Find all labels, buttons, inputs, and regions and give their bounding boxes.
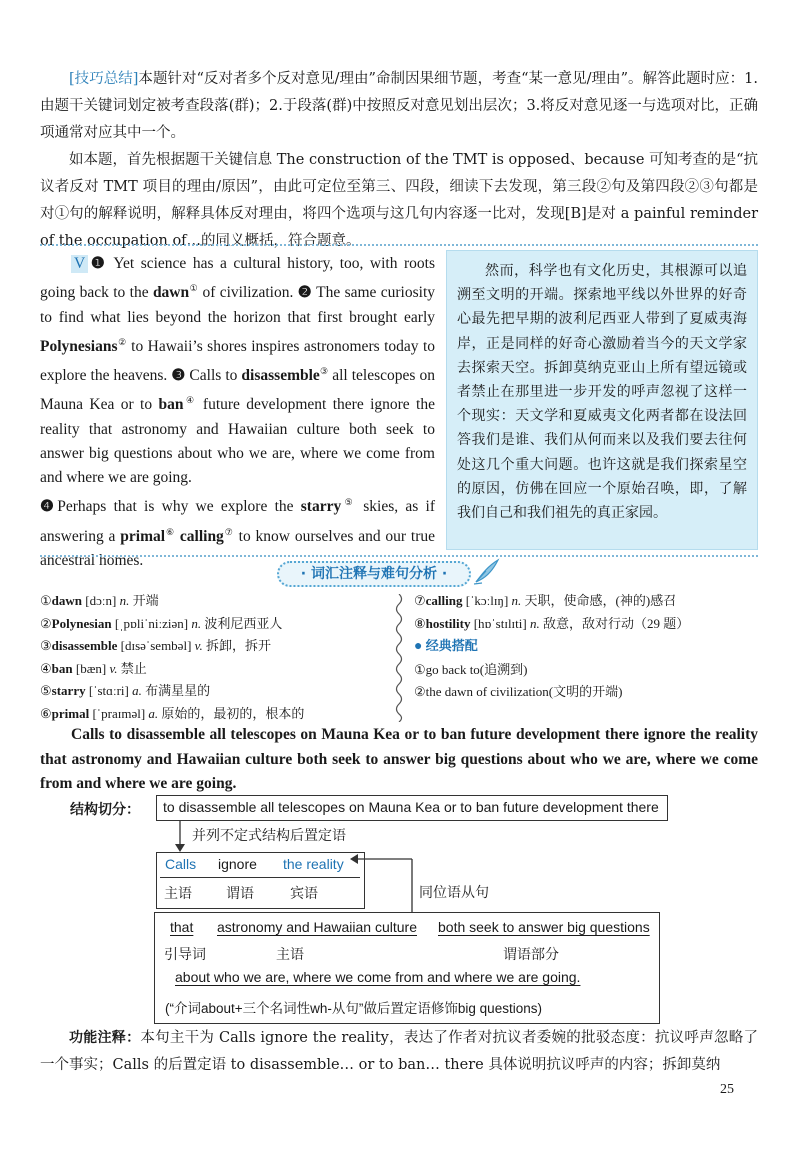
function-note: 功能注释：本句主干为 Calls ignore the reality，表达了作者对抗议者委婉的批驳态度：抗议呼声忽略了一个事实；Calls 的后置定语 to disassemble… or to ban… there 具体说明抗议呼声的内容；拆卸莫纳 <box>40 1030 759 1073</box>
page-number: 25 <box>720 1082 734 1097</box>
word-ignore: ignore <box>218 856 257 872</box>
label-guide: 引导词 <box>164 947 206 963</box>
word-that: that <box>170 919 194 935</box>
label-appositive: 同位语从句 <box>419 885 489 901</box>
about-phrase: about who we are, where we come from and where we are going. <box>175 969 581 985</box>
vocab-word: Polynesians <box>40 337 118 355</box>
label-subject: 主语 <box>164 886 192 902</box>
infinitive-phrase: to disassemble all telescopes on Mauna Kea or to ban future development there <box>163 799 659 815</box>
collocation-item: ②the dawn of civilization(文明的开端) <box>414 684 623 699</box>
vocab-word: primal <box>120 527 166 545</box>
vocab-item: ⑦calling [ˈkɔːlɪŋ] n. 天职，使命感，(神的)感召 <box>414 593 677 608</box>
translation-text: 然而，科学也有文化历史，其根源可以追溯至文明的开端。探索地平线以外世界的好奇心最先把早期的波利尼西亚人带到了夏威夷海岸，正是同样的好奇心激励着当今的天文学家去探索天空。拆卸莫纳克亚山上所有望远镜或者禁止在那里进一步开发的呼声忽视了这样一个现实：天文学和夏威夷文化两者都在设法回答我们是谁、我们从何而来以及我们要去往何处这几个重大问题。也许这就是我们探索星空的原因，仿佛在回应一个原始召唤，即，了解我们自己和我们祖先的真正家园。 <box>457 263 747 522</box>
vocab-item: ⑤starry [ˈstɑːri] a. 布满星星的 <box>40 683 211 698</box>
clause-subject: astronomy and Hawaiian culture <box>217 919 417 935</box>
vocab-word: starry <box>300 498 342 516</box>
bullet-icon: ● <box>414 639 423 654</box>
vocab-item: ⑥primal [ˈpraɪməl] a. 原始的，最初的，根本的 <box>40 705 305 721</box>
clause-predicate: both seek to answer big questions <box>438 919 650 935</box>
word-reality: the reality <box>283 856 344 872</box>
vocab-item: ①dawn [dɔːn] n. 开端 <box>40 593 159 608</box>
tip-label: [技巧总结] <box>69 71 139 87</box>
label-predicate-part: 谓语部分 <box>503 947 559 963</box>
difficult-sentence: Calls to disassemble all telescopes on Mauna Kea or to ban future development there ignore the reality that astronomy and Hawaiian culture both seek to answer big questions about who we are, where we come from and where we are going. <box>40 726 758 792</box>
arrow-label-attributive: 并列不定式结构后置定语 <box>192 828 346 844</box>
vocab-word: disassemble <box>241 367 320 385</box>
collocation-title: ● 经典搭配 <box>414 639 478 654</box>
tip-text: 本题针对“反对者多个反对意见/理由”命制因果细节题，考查“某一意见/理由”。解答此题时应：1.由题干关键词划定被考查段落(群)；2.于段落(群)中按照反对意见划出层次；3.将反对意见逐一与选项对比，正确项通常对应其中一个。 <box>40 71 758 141</box>
collocation-item: ①go back to(追溯到) <box>414 661 528 677</box>
underline <box>160 877 360 878</box>
vocab-banner: · 词汇注释与难句分析 · <box>277 561 471 587</box>
label-object: 宾语 <box>290 886 318 902</box>
label-subject2: 主语 <box>276 947 304 963</box>
label-predicate: 谓语 <box>226 886 254 902</box>
vocab-word: ban <box>158 396 184 414</box>
vocab-item: ④ban [bæn] v. 禁止 <box>40 660 147 676</box>
vocab-word: dawn <box>152 284 190 302</box>
section-label: V <box>71 255 88 273</box>
structure-note: (“介词about+三个名词性wh-从句”做后置定语修饰big questions) <box>165 1001 542 1016</box>
vocab-item: ③disassemble [dɪsəˈsembəl] v. 拆卸，拆开 <box>40 638 271 653</box>
structure-label: 结构切分： <box>70 802 140 818</box>
passage-en: V ❶ Yet science has a cultural history, too, with roots going back to the dawn① of civilization. ❷ The same curiosity to find what lies beyond the horizon that first brought early Polynesians② to Hawaii’s shores inspires astronomers today to explore the heavens. ❸ Calls to disassemble③ all telescopes on Mauna Kea or to ban④ future development there ignore the reality that astronomy and Hawaiian culture both seek to answer big questions about who we are, where we come from and where we are going. ❹Perhaps that is why we explore the starry⑤ skies, as if answering a primal⑥ calling⑦ to know ourselves and our true ancestral homes. <box>40 255 436 570</box>
vocab-word: calling <box>179 527 224 545</box>
tip-example-text: 如本题，首先根据题干关键信息 The construction of the TMT is opposed、because 可知考查的是“抗议者反对 TMT 项目的理由/原因”，由此可定位至第三、四段，细读下去发现，第三段②句及第四段②③句都是对①句的解释说明，解释具体反对理由，将四个选项与这几句内容逐一比对，发现[B]是对 a painful reminder of the occupation of…的同义概括，符合题意。 <box>40 152 758 249</box>
word-calls: Calls <box>165 856 197 872</box>
vocab-item: ②Polynesian [ˌpɒliˈniːziən] n. 波利尼西亚人 <box>40 615 283 631</box>
vocab-item: ⑧hostility [hɒˈstɪlɪti] n. 敌意，敌对行动（29 题） <box>414 615 690 631</box>
